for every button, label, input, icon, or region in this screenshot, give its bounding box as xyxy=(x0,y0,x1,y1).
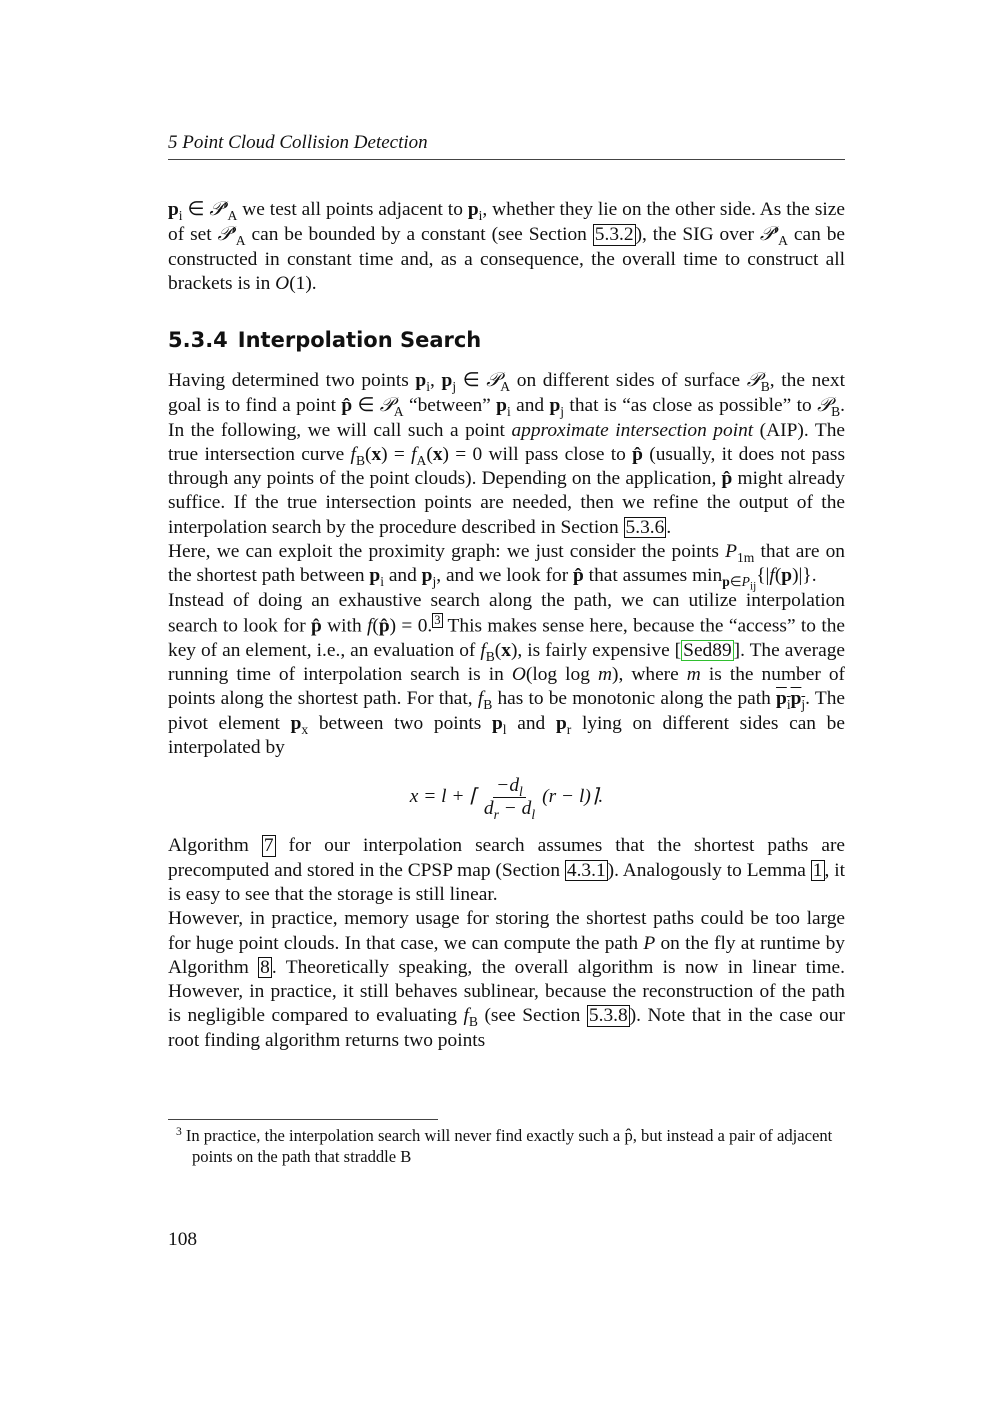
paragraph: Having determined two points $p_i$, $p_j$ ∈ 𝒫$_A$ on different sides of surface 𝒫$_B$, the next goal is to find a point p̂ ∈ 𝒫$_A$ “between” $p_i$ and $p_j$ that is “as close as possible” to 𝒫$_B$. In the following, we will call such a point approximate intersection point (AIP). The true intersection curve $f_B(x) = f_A(x) = 0$ will pass close to p̂ (usually, it does not pass through any points of the point clouds). Depending on the application, p̂ might already suffice. If the true intersection points are needed, then we refine the output of the interpolation search by the procedure described in Section 5.3.6 . xyxy=(168,368,845,538)
footnote-mark: 3 xyxy=(176,1125,182,1139)
section-ref-link[interactable]: 5.3.8 xyxy=(588,1005,628,1027)
paragraph: Algorithm 7 for our interpolation search assumes that the shortest paths are precomputed and stored in the CPSP map (Section 4.3.1 ). Analogously to Lemma 1 , it is easy to see that the storage is still linear. xyxy=(168,835,846,905)
citation-link[interactable]: Sed89 xyxy=(683,639,732,661)
lemma-ref-link[interactable]: 1 xyxy=(812,859,823,881)
section-ref-link[interactable]: 5.3.2 xyxy=(594,224,634,246)
section-ref-link[interactable]: 4.3.1 xyxy=(566,859,606,881)
paragraph: Here, we can exploit the proximity graph: we just consider the points $P_{1m}$ that are on the shortest path between $p_i$ and $p_j$, and we look for p̂ that assumes $\min_{p\in P_{ij}}\{|f(p)|\}$. xyxy=(168,541,846,593)
section-body xyxy=(168,368,845,1053)
algorithm-ref-link[interactable]: 7 xyxy=(263,835,274,857)
page-number: 108 xyxy=(168,1229,198,1250)
footnote-text: In practice, the interpolation search will never find exactly such a p̂, but instead a pair of adjacent points on the path that straddle B xyxy=(185,1126,833,1166)
footnote-divider xyxy=(168,1119,438,1120)
paragraph: However, in practice, memory usage for storing the shortest paths could be too large for huge point clouds. In that case, we can compute the path P on the fly at runtime by Algorithm 8 . Theoretically speaking, the overall algorithm is now in linear time. However, in practice, it still behaves sublinear, because the reconstruction of the path is negligible compared to evaluating $f_B$ (see Section 5.3.8 ). Note that in the case our root finding algorithm returns two points xyxy=(168,908,845,1051)
running-head: 5 Point Cloud Collision Detection xyxy=(168,132,845,160)
algorithm-ref-link[interactable]: 8 xyxy=(260,956,270,978)
footnote xyxy=(168,1125,845,1167)
section-number: 5.3.4 xyxy=(168,328,228,352)
paragraph: Instead of doing an exhaustive search along the path, we can utilize interpolation search to look for p̂ with f(p̂) = 0. 3 This makes sense here, because the “access” to the key of an element, i.e., an evaluation of $f_B(x)$, is fairly expensive [ Sed89 ]. The average running time of interpolation search is in O(log log m), where m is the number of points along the shortest path. For that, $f_B$ has to be monotonic along the path $p_ip_j$. The pivot element $p_x$ between two points $p_l$ and $p_r$ lying on different sides can be interpolated by xyxy=(168,589,846,759)
interpolation-equation: x = l + ⌈ $\frac{-d_l}{d_r - d_l}$ (r − l)⌉. xyxy=(409,774,604,822)
footnote-ref-link[interactable]: 3 xyxy=(434,612,441,627)
paragraph-continued: $p_i$ ∈ $𝒫'_A$ we test all points adjacent to $p_i$, whether they lie on the other side. As the size of set $𝒫'_A$ can be bounded by a constant (see Section 5.3.2 ), the SIG over $𝒫'_A$ can be constructed in constant time and, as a consequence, the overall time to construct all brackets is in O(1). xyxy=(168,197,846,294)
section-title: Interpolation Search xyxy=(237,328,482,352)
section-heading xyxy=(168,327,481,353)
section-ref-link[interactable]: 5.3.6 xyxy=(625,516,665,538)
